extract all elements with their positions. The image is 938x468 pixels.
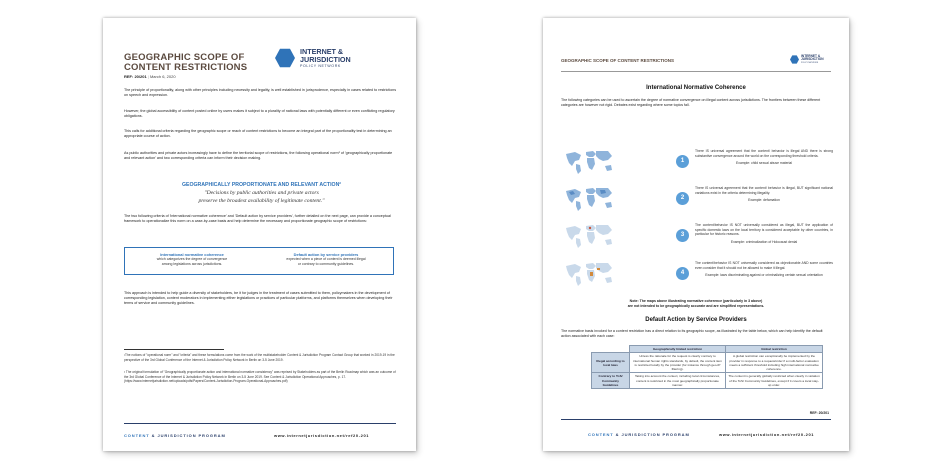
footnote-1: ¹The notions of "operational norm" and "criteria" and these formulations come from the work of the multistakeholder Content & Jurisdiction Program Contact Group that worked in 2019-19 in the perspective of the 3rd Global Conference of the Internet & Jurisdiction Policy Network in Berlin on 3-5 June 2019. — [124, 353, 395, 362]
reference-line: REF: 20/201 | March 6, 2020 — [124, 74, 176, 79]
logo-line-2: JURISDICTION — [801, 57, 824, 62]
footer-program — [124, 433, 226, 438]
maps-note — [561, 299, 831, 309]
footer-content-word: CONTENT — [588, 432, 614, 437]
coherence-intro: The following categories can be used to ascertain the degree of normative convergence on illegal content across jurisdictions. The frontiers between these different categories are however not rigid. Debates exist regarding where some topics fall. — [561, 98, 821, 107]
default-action-table — [591, 345, 823, 389]
cell-tos-global: The content is generally globally restricted when clearly in violation of the ToS/ Community Guidelines, except if it covers a local stay-up order. — [726, 373, 823, 389]
category-number-4: 4 — [676, 267, 689, 280]
page-header-title: GEOGRAPHIC SCOPE OF CONTENT RESTRICTIONS — [561, 58, 675, 63]
ref-number: REF: 20/201 — [809, 411, 829, 415]
ijpn-logo-small — [790, 55, 824, 64]
category-3-text — [695, 223, 833, 245]
ijpn-logo — [275, 48, 351, 68]
cell-tos-limited: Taking into account the context, including local circumstances, content is restricted in the most geographically proportionate manner. — [630, 373, 726, 389]
hexagon-logo-icon — [275, 48, 295, 68]
closing-paragraph: This approach is intended to help guide a diversity of stakeholders, be it for judges in the treatment of cases submitted to them, policymakers in the development of corresponding legislation, content moderators in implementing either legislations or practices of particular platforms, and platforms themselves when developing their terms of service and community guidelines. — [124, 291, 393, 306]
default-action-intro: The normative basis invoked for a content restriction has a direct relation to its geographic scope, as illustrated by the table below, which can help identify the default action associated with each case: — [561, 329, 823, 338]
criteria-right-line-1: expected when a piece of content is deemed illegal — [286, 257, 366, 261]
footer-url[interactable]: www.internetjurisdiction.net/ref20-201 — [274, 433, 370, 438]
paragraph-3: This calls for additional criteria regarding the geographic scope or reach of content restrictions to become an integral part of the proportionality test in determining an appropriate course of action. — [124, 129, 392, 139]
footnote-divider — [124, 349, 224, 350]
criteria-box — [124, 247, 394, 275]
category-2-text — [695, 186, 833, 203]
criteria-left-title: International normative coherence — [160, 252, 224, 257]
category-1-text — [695, 149, 833, 166]
logo-line-2: JURISDICTION — [300, 55, 351, 64]
section-title-default-action: Default Action by Service Providers — [645, 317, 747, 323]
cell-illegal-limited: Unless the rationale for the request is clearly contrary to international human rights standards, by default, the content item is restricted locally by the provider (for instance through geo-IP filtering). — [630, 353, 726, 373]
category-number-2: 2 — [676, 192, 689, 205]
section-title-coherence: International Normative Coherence — [646, 85, 746, 91]
category-3-description: The content/behavior IS NOT universally considered as illegal, BUT the application of specific domestic laws on the local territory is considered acceptable by other countries, in particular for historic reasons. — [695, 223, 833, 237]
criteria-right-line-2: or contrary to community guidelines. — [297, 262, 355, 266]
category-2-description: There IS universal agreement that the content/ behavior is illegal, BUT significant national variations exist in the criteria determining illegality. — [695, 186, 833, 195]
table-header-row — [592, 346, 823, 353]
world-map-3 — [563, 221, 615, 249]
category-3-example: Example: criminalization of Holocaust denial — [730, 240, 798, 245]
quote-line-1: "Decisions by public authorities and private actors — [204, 190, 319, 196]
logo-line-1: INTERNET & — [300, 47, 344, 56]
paragraph-2: However, the global accessibility of content posted online by users makes it subject to a plurality of national laws with potentially different or even conflicting regulatory obligations. — [124, 109, 395, 119]
criteria-left — [125, 248, 259, 274]
footer-program-rest: & JURISDICTION PROGRAM — [613, 432, 690, 437]
criteria-right-title: Default action by service providers — [293, 252, 359, 257]
category-1-example: Example: child sexual abuse material — [736, 161, 792, 166]
category-1-description: There IS universal agreement that the content/ behavior is illegal AND there is strong substantive convergence around the world on the corresponding threshold criteria. — [695, 149, 833, 158]
row-label-tos: Contrary to ToS/ Community Guidelines — [592, 373, 630, 389]
row-label-illegal: Illegal according to local laws — [592, 353, 630, 373]
table-row — [592, 373, 823, 389]
category-4-example: Example: laws discriminating against or criminalizing certain sexual orientation — [705, 273, 823, 278]
maps-note-line-1: Note: The maps above illustrating normative coherence (particularly in 3 above) — [629, 299, 763, 303]
footer-content-word: CONTENT — [124, 433, 150, 438]
document-page-2 — [543, 18, 849, 451]
hexagon-logo-icon — [790, 55, 799, 64]
criteria-left-line-1: which categorizes the degree of convergence — [156, 257, 228, 261]
footer-program — [588, 432, 690, 437]
maps-note-line-2: are not intended to be geographically accurate and are simplified representations. — [627, 303, 765, 308]
table-corner — [592, 346, 630, 353]
criteria-right — [259, 248, 393, 274]
world-map-1 — [563, 147, 615, 175]
footer-program-rest: & JURISDICTION PROGRAM — [149, 433, 226, 438]
paragraph-4: As public authorities and private actors increasingly have to define the territorial scope of restrictions, the following operational norm¹ of 'geographically proportionate and relevant action' and two corresponding criteria can inform their decision making. — [124, 151, 393, 161]
logo-line-3: POLICY NETWORK — [300, 64, 341, 68]
category-2-example: Example: defamation — [748, 198, 780, 203]
world-map-2 — [563, 184, 615, 212]
table-header-limited: Geographically limited restriction — [630, 346, 726, 353]
category-4-description: The content/behavior IS NOT universally considered as objectionable AND some countries even consider that it should not be allowed to make it illegal. — [695, 261, 833, 270]
category-number-1: 1 — [676, 155, 689, 168]
section-heading: GEOGRAPHICALLY PROPORTIONATE AND RELEVANT ACTION² — [181, 182, 342, 188]
criteria-left-line-2: among legislations across jurisdictions. — [161, 262, 223, 266]
ref-date: March 6, 2020 — [149, 74, 176, 79]
page-title: GEOGRAPHIC SCOPE OF CONTENT RESTRICTIONS — [124, 52, 248, 73]
criteria-intro: The two following criteria of 'international normative coherence' and 'Default action by service providers', further detailed on the next page, can provide a conceptual framework to operationalize this norm on a case-by-case basis and help determine the necessary and proportionate geographic scope of restrictions: — [124, 214, 391, 224]
logo-line-3: POLICY NETWORK — [801, 61, 819, 64]
paragraph-1: The principle of proportionality, along with other principles including necessity and legality, is well established in jurisprudence, especially in cases related to restrictions on speech and expression. — [124, 88, 397, 98]
footer-divider — [124, 423, 396, 424]
world-map-4 — [563, 259, 615, 287]
footnote-2: ² The original formulation of "Geographically proportionate action and international normative consistency" was reprised by Stakeholders as part of the Berlin Roadmap which was an outcome of the 3rd Global Conference of the Internet & Jurisdiction Policy Network in Berlin on 3-5 June 2019. See Content & Jurisdiction Operational Approaches, p. 17. (https://www.internetjurisdiction.net/uploads/pdfs/Papers/Content-Jurisdiction-Program-Operational-Approaches.pdf) — [124, 370, 396, 384]
footer-url[interactable]: www.internetjurisdiction.net/ref20-201 — [719, 432, 815, 437]
cell-illegal-global: A global restriction can exceptionally be implemented by the provider in response to a request/order if a multi-factor evaluation meets a sufficient threshold including high international normative coherence. — [726, 353, 823, 373]
document-page-1 — [103, 18, 416, 451]
table-header-global: Global restriction — [726, 346, 823, 353]
table-row — [592, 353, 823, 373]
category-number-3: 3 — [676, 229, 689, 242]
footer-divider — [561, 419, 831, 420]
header-divider — [561, 71, 831, 72]
logo-line-1: INTERNET & — [801, 54, 821, 58]
ref-number: REF: 20/201 — [124, 74, 147, 79]
category-4-text — [695, 261, 833, 278]
norm-quote — [124, 190, 399, 205]
quote-line-2: preserve the broadest availability of legitimate content." — [198, 197, 325, 204]
